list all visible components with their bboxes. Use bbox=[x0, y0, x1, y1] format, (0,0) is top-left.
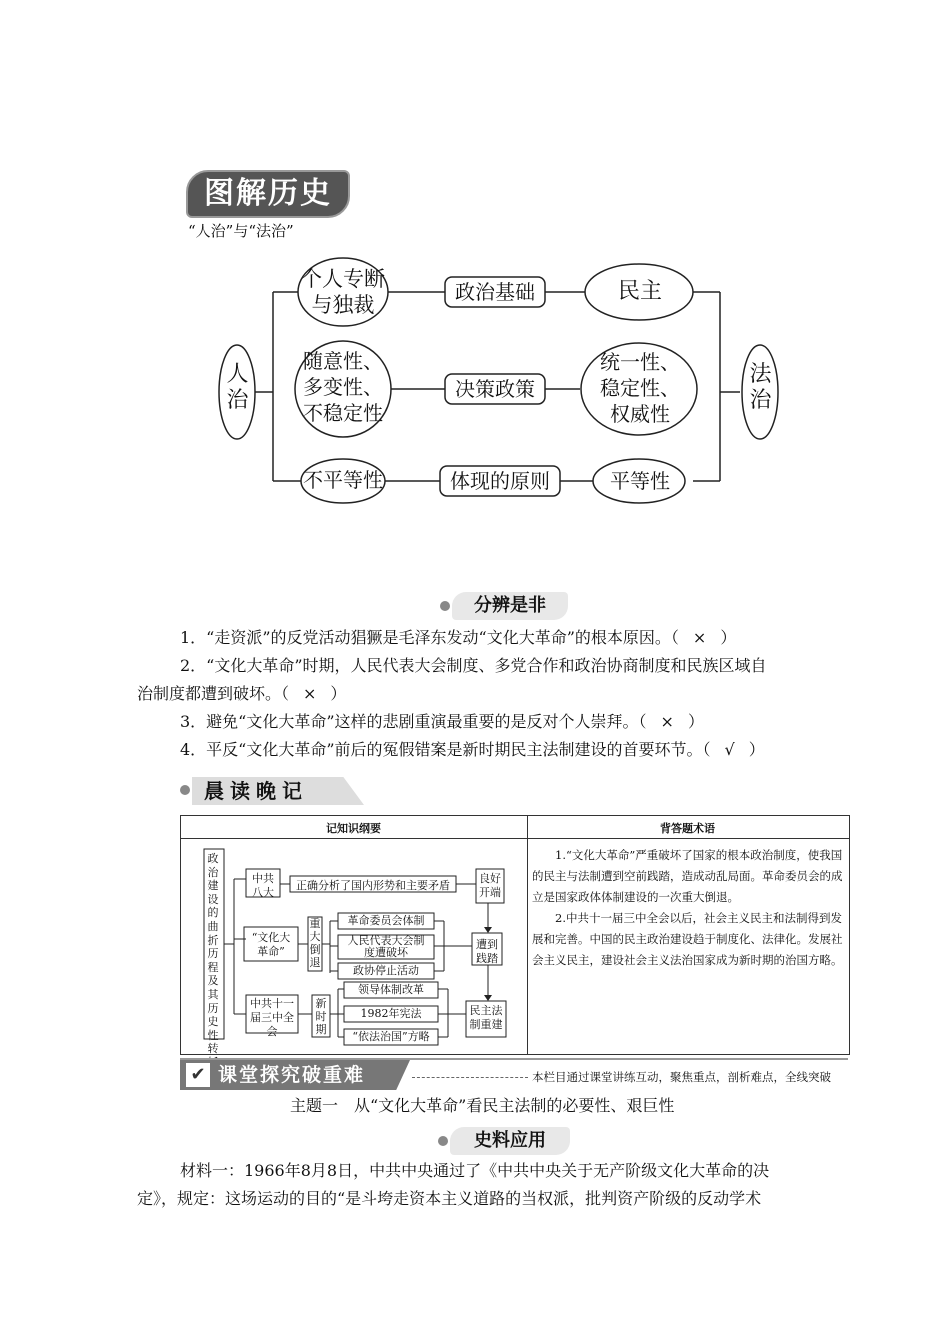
tf-item-2-line1: 2．“文化大革命”时期，人民代表大会制度、多党合作和政治协商制度和民族区域自 bbox=[180, 656, 767, 675]
node-major-regression: 重 大 倒 退 bbox=[309, 917, 321, 969]
node-rebuild: 民主法 制重建 bbox=[469, 1004, 503, 1031]
section-title-true-false: 分辨是非 bbox=[452, 592, 568, 620]
node-cultural-revolution: “文化大 革命” bbox=[251, 931, 291, 958]
label-mid-1: 政治基础 bbox=[455, 280, 535, 304]
node-new-era: 新 时 期 bbox=[315, 997, 327, 1036]
section-banner-diagram: 图解历史 bbox=[186, 170, 350, 218]
label-right-1: 民主 bbox=[617, 279, 662, 304]
dot-icon bbox=[438, 1136, 448, 1146]
label-rule-by-man: 人治 bbox=[226, 362, 249, 413]
section-title-explore: 课堂探究破重难 bbox=[218, 1064, 366, 1086]
section-title-morning: 晨读晚记 bbox=[204, 779, 308, 803]
new-era-item-3: “依法治国”方略 bbox=[352, 1030, 430, 1043]
label-right-2: 统一性、 稳定性、 权威性 bbox=[600, 350, 680, 426]
term-1: 1.“文化大革命”严重破坏了国家的根本政治制度，使我国的民主与法制遭到空前践踏，造成动乱局面。革命委员会的成立是国家政体体制建设的一次重大倒退。 bbox=[532, 848, 843, 904]
outline-vertical-title: 政治建设的曲折历程及其历史性转 bbox=[207, 852, 219, 1056]
node-trampled: 遭到 践踏 bbox=[476, 938, 498, 965]
new-era-item-2: 1982年宪法 bbox=[360, 1007, 422, 1020]
cr-item-2: 人民代表大会制 度遭破坏 bbox=[347, 934, 425, 959]
tf-item-1: 1．“走资派”的反党活动猖獗是毛泽东发动“文化大革命”的根本原因。（ × ） bbox=[180, 628, 737, 647]
label-right-3: 平等性 bbox=[610, 469, 670, 493]
node-third-plenum: 中共十一 届三中全 会 bbox=[250, 997, 294, 1038]
dot-icon bbox=[440, 601, 450, 611]
tf-item-3: 3．避免“文化大革命”这样的悲剧重演最重要的是反对个人崇拜。（ × ） bbox=[180, 712, 704, 731]
cr-item-1: 革命委员会体制 bbox=[347, 914, 425, 927]
section-title-material: 史料应用 bbox=[450, 1127, 570, 1155]
label-left-2: 随意性、 多变性、 不稳定性 bbox=[303, 349, 383, 425]
material-line-1: 材料一：1966年8月8日，中共中央通过了《中共中央关于无产阶级文化大革命的决 bbox=[180, 1161, 770, 1180]
label-mid-3: 体现的原则 bbox=[450, 469, 550, 493]
node-good-start: 良好 开端 bbox=[479, 872, 501, 899]
node-eighth-congress-text: 正确分析了国内形势和主要矛盾 bbox=[296, 879, 450, 892]
diagram-caption: “人治”与“法治” bbox=[188, 222, 294, 240]
explore-note: 本栏目通过课堂讲练互动，聚焦重点，剖析难点，全线突破 bbox=[532, 1070, 831, 1084]
dot-icon bbox=[180, 785, 190, 795]
label-rule-by-law: 法治 bbox=[749, 362, 772, 413]
material-line-2: 定》，规定：这场运动的目的“是斗垮走资本主义道路的当权派，批判资产阶级的反动学术 bbox=[137, 1189, 762, 1208]
node-eighth-congress: 中共 八大 bbox=[252, 872, 274, 899]
tf-item-4: 4．平反“文化大革命”前后的冤假错案是新时期民主法制建设的首要环节。（ √ ） bbox=[180, 740, 765, 759]
term-2: 2.中共十一届三中全会以后，社会主义民主和法制得到发展和完善。中国的民主政治建设趋于制度化、法律化。发展社会主义民主，建设社会主义法治国家成为新时期的治国方略。 bbox=[532, 911, 843, 967]
tf-item-2-line2: 治制度都遭到破坏。（ × ） bbox=[137, 684, 347, 703]
col-header-terms: 背答题术语 bbox=[660, 822, 715, 835]
col-header-outline: 记知识纲要 bbox=[326, 822, 381, 835]
label-mid-2: 决策政策 bbox=[455, 377, 535, 401]
cr-item-3: 政协停止活动 bbox=[353, 964, 419, 977]
label-left-3: 不平等性 bbox=[303, 468, 383, 492]
label-left-1: 个人专断 与独裁 bbox=[301, 267, 385, 317]
new-era-item-1: 领导体制改革 bbox=[358, 983, 424, 996]
topic-title: 主题一 从“文化大革命”看民主法制的必要性、艰巨性 bbox=[290, 1096, 675, 1115]
check-icon: ✔ bbox=[186, 1063, 210, 1087]
